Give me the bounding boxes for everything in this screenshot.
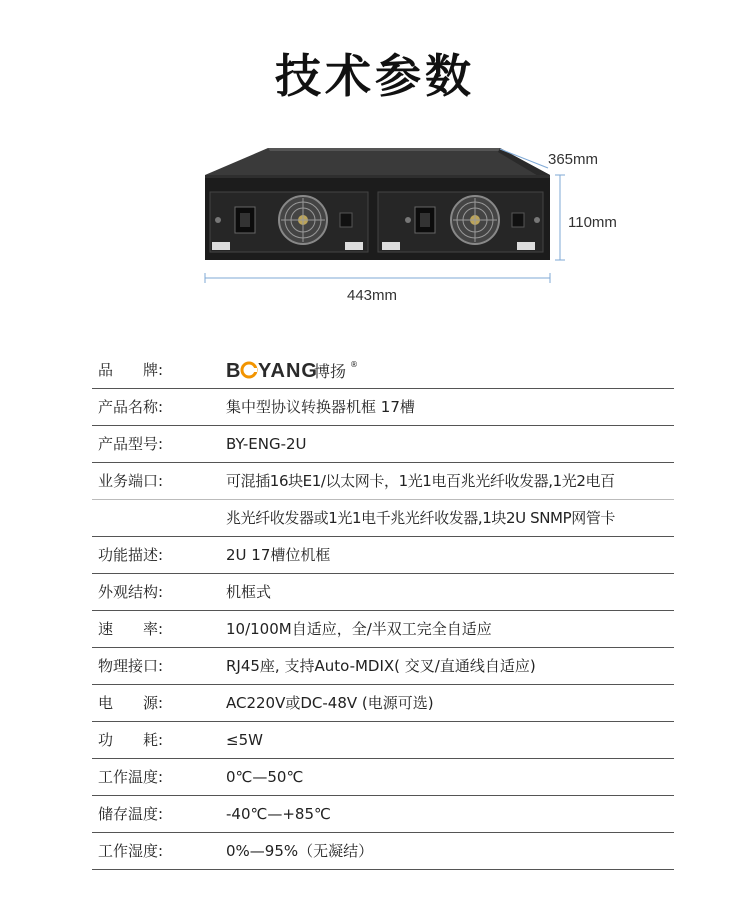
- spec-value: ≤5W: [226, 731, 263, 749]
- spec-value: 集中型协议转换器机框 17槽: [226, 398, 415, 416]
- spec-label: 工作湿度:: [98, 842, 164, 860]
- spec-table: [92, 352, 674, 870]
- spec-row: [92, 389, 674, 426]
- spec-label: 电 源:: [98, 694, 164, 712]
- svg-text:YANG: YANG: [258, 360, 318, 381]
- spec-row: [92, 426, 674, 463]
- power-module-right: [378, 192, 543, 252]
- spec-label: 储存温度:: [98, 805, 164, 823]
- spec-label: 品 牌:: [98, 361, 164, 379]
- spec-row: [92, 648, 674, 685]
- spec-label: 产品名称:: [98, 398, 164, 416]
- brand-chinese: 博扬: [314, 362, 347, 381]
- spec-row: [92, 833, 674, 870]
- spec-value: 机框式: [226, 583, 272, 601]
- spec-label: 外观结构:: [98, 583, 164, 601]
- spec-row: [92, 722, 674, 759]
- spec-label: 产品型号:: [98, 435, 164, 453]
- spec-row: [92, 759, 674, 796]
- spec-value: AC220V或DC-48V (电源可选): [226, 694, 434, 712]
- spec-value: 0℃—50℃: [226, 768, 304, 786]
- spec-value: 2U 17槽位机框: [226, 546, 331, 564]
- spec-label: 业务端口:: [98, 472, 164, 490]
- power-module-left: [210, 192, 368, 252]
- spec-value: RJ45座, 支持Auto-MDIX( 交叉/直通线自适应): [226, 657, 536, 675]
- spec-row-brand: [92, 352, 674, 389]
- svg-text:®: ®: [350, 360, 358, 369]
- spec-value: -40℃—+85℃: [226, 805, 331, 823]
- page-title: 技术参数: [275, 49, 475, 103]
- spec-value: 可混插16块E1/以太网卡，1光1电百兆光纤收发器,1光2电百: [226, 472, 615, 490]
- spec-value: 0%—95%（无凝结）: [226, 842, 374, 860]
- spec-row: [92, 463, 674, 500]
- spec-label: 物理接口:: [98, 657, 164, 675]
- spec-row: [92, 537, 674, 574]
- spec-value: 10/100M自适应，全/半双工完全自适应: [226, 620, 492, 638]
- depth-label: 365mm: [548, 151, 599, 168]
- spec-label: 功能描述:: [98, 546, 164, 564]
- brand-logo: [226, 359, 386, 381]
- spec-label: 工作温度:: [98, 768, 164, 786]
- svg-text:B: B: [226, 360, 242, 381]
- spec-label: 功 耗:: [98, 731, 164, 749]
- spec-row: [92, 685, 674, 722]
- spec-row: [92, 500, 674, 537]
- spec-row: [92, 574, 674, 611]
- spec-row: [92, 796, 674, 833]
- width-label: 443mm: [347, 287, 398, 304]
- height-label: 110mm: [568, 214, 617, 231]
- spec-value: 兆光纤收发器或1光1电千兆光纤收发器,1块2U SNMP网管卡: [226, 509, 616, 527]
- spec-value: BY-ENG-2U: [226, 435, 307, 453]
- spec-row: [92, 611, 674, 648]
- spec-label: 速 率:: [98, 620, 164, 638]
